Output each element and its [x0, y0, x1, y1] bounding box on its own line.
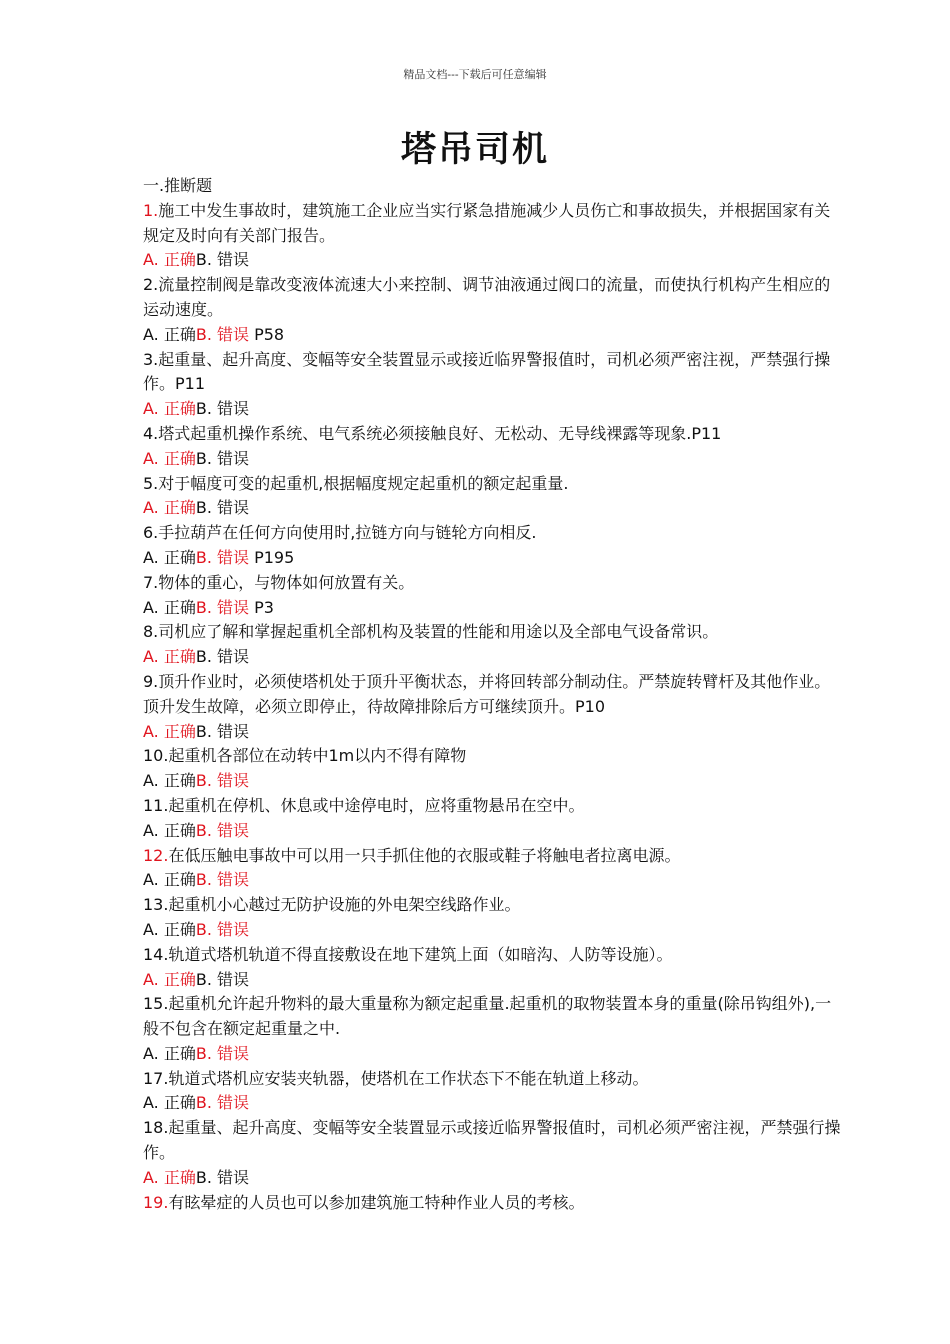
- option-b: B. 错误: [195, 919, 249, 939]
- question-item: [143, 348, 843, 398]
- option-b: B. 错误: [195, 1167, 249, 1187]
- option-a: A. 正确: [143, 498, 196, 518]
- question-item: [143, 670, 843, 720]
- document-title: 塔吊司机: [400, 129, 549, 170]
- option-a: A. 正确: [143, 250, 196, 270]
- answer-options: [143, 968, 843, 993]
- answer-options: [143, 720, 843, 745]
- question-text: 有眩晕症的人员也可以参加建筑施工特种作业人员的考核。: [168, 1192, 585, 1212]
- option-a: A. 正确: [143, 1093, 196, 1113]
- answer-options: [143, 645, 843, 670]
- answer-options: [143, 769, 843, 794]
- option-b: B. 错误: [195, 597, 249, 617]
- option-b: B. 错误: [195, 1093, 249, 1113]
- question-number: 17.: [143, 1068, 169, 1088]
- question-item: [143, 422, 843, 447]
- question-list: [143, 174, 843, 1215]
- page-reference: P195: [249, 547, 295, 567]
- question-text: 在低压触电事故中可以用一只手抓住他的衣服或鞋子将触电者拉离电源。: [168, 845, 681, 865]
- question-item: [143, 472, 843, 497]
- question-text: 轨道式塔机应安装夹轨器，使塔机在工作状态下不能在轨道上移动。: [168, 1068, 649, 1088]
- question-number: 10.: [143, 746, 169, 766]
- option-b: B. 错误: [195, 870, 249, 890]
- question-number: 9.: [143, 671, 159, 691]
- answer-options: [143, 819, 843, 844]
- option-b: B. 错误: [195, 448, 249, 468]
- answer-options: [143, 1166, 843, 1191]
- header-note: 精品文档---下载后可任意编辑: [403, 68, 547, 81]
- answer-options: [143, 868, 843, 893]
- question-item: [143, 794, 843, 819]
- question-text: 手拉葫芦在任何方向使用时,拉链方向与链轮方向相反.: [158, 523, 537, 543]
- question-text: 起重机在停机、休息或中途停电时，应将重物悬吊在空中。: [168, 795, 585, 815]
- option-b: B. 错误: [195, 547, 249, 567]
- question-number: 3.: [143, 349, 159, 369]
- question-number: 18.: [143, 1118, 169, 1138]
- question-item: [143, 273, 843, 323]
- question-number: 8.: [143, 622, 159, 642]
- option-a: A. 正确: [143, 820, 196, 840]
- items-container: [143, 199, 843, 1216]
- answer-options: [143, 596, 843, 621]
- question-item: [143, 744, 843, 769]
- page-reference: P3: [249, 597, 274, 617]
- section-title: 一.推断题: [143, 176, 213, 195]
- question-number: 1.: [143, 200, 159, 220]
- option-a: A. 正确: [143, 1167, 196, 1187]
- question-item: [143, 1067, 843, 1092]
- question-text: 流量控制阀是靠改变液体流速大小来控制、调节油液通过阀口的流量，而使执行机构产生相应的运动速度。: [143, 275, 831, 319]
- question-number: 11.: [143, 795, 169, 815]
- question-text: 塔式起重机操作系统、电气系统必须接触良好、无松动、无导线裸露等现象.P11: [158, 423, 722, 443]
- question-number: 15.: [143, 994, 169, 1014]
- option-a: A. 正确: [143, 399, 196, 419]
- question-number: 13.: [143, 895, 169, 915]
- question-item: [143, 620, 843, 645]
- question-number: 4.: [143, 423, 159, 443]
- option-b: B. 错误: [195, 324, 249, 344]
- option-b: B. 错误: [195, 399, 249, 419]
- answer-options: [143, 1042, 843, 1067]
- answer-options: [143, 397, 843, 422]
- question-text: 轨道式塔机轨道不得直接敷设在地下建筑上面（如暗沟、人防等设施）。: [168, 944, 673, 964]
- option-b: B. 错误: [195, 250, 249, 270]
- question-text: 起重量、起升高度、变幅等安全装置显示或接近临界警报值时，司机必须严密注视，严禁强行操作。P11: [143, 349, 831, 394]
- question-item: [143, 1116, 843, 1166]
- answer-options: [143, 546, 843, 571]
- question-item: [143, 1191, 843, 1216]
- answer-options: [143, 496, 843, 521]
- question-item: [143, 992, 843, 1042]
- question-item: [143, 199, 843, 249]
- option-a: A. 正确: [143, 448, 196, 468]
- page-reference: P58: [249, 324, 285, 344]
- question-text: 起重机允许起升物料的最大重量称为额定起重量.起重机的取物装置本身的重量(除吊钩组外),一般不包含在额定起重量之中.: [143, 994, 832, 1039]
- question-number: 2.: [143, 275, 159, 295]
- option-a: A. 正确: [143, 547, 196, 567]
- question-text: 起重机各部位在动转中1m以内不得有障物: [168, 746, 467, 766]
- question-item: [143, 521, 843, 546]
- option-a: A. 正确: [143, 721, 196, 741]
- answer-options: [143, 918, 843, 943]
- question-number: 5.: [143, 473, 159, 493]
- option-b: B. 错误: [195, 820, 249, 840]
- question-number: 19.: [143, 1192, 169, 1212]
- question-number: 14.: [143, 944, 169, 964]
- question-number: 12.: [143, 845, 169, 865]
- question-text: 物体的重心，与物体如何放置有关。: [158, 572, 415, 592]
- option-a: A. 正确: [143, 1043, 196, 1063]
- option-b: B. 错误: [195, 1043, 249, 1063]
- question-text: 司机应了解和掌握起重机全部机构及装置的性能和用途以及全部电气设备常识。: [158, 622, 719, 642]
- option-a: A. 正确: [143, 597, 196, 617]
- question-text: 起重量、起升高度、变幅等安全装置显示或接近临界警报值时，司机必须严密注视，严禁强行操作。: [143, 1118, 841, 1163]
- answer-options: [143, 1091, 843, 1116]
- option-b: B. 错误: [195, 647, 249, 667]
- option-a: A. 正确: [143, 324, 196, 344]
- answer-options: [143, 447, 843, 472]
- question-item: [143, 893, 843, 918]
- question-text: 施工中发生事故时，建筑施工企业应当实行紧急措施减少人员伤亡和事故损失，并根据国家有关规定及时向有关部门报告。: [143, 200, 831, 245]
- answer-options: [143, 248, 843, 273]
- answer-options: [143, 323, 843, 348]
- option-a: A. 正确: [143, 647, 196, 667]
- question-text: 起重机小心越过无防护设施的外电架空线路作业。: [168, 895, 521, 915]
- option-a: A. 正确: [143, 771, 196, 791]
- question-item: [143, 943, 843, 968]
- option-a: A. 正确: [143, 969, 196, 989]
- option-b: B. 错误: [195, 498, 249, 518]
- question-item: [143, 844, 843, 869]
- question-item: [143, 571, 843, 596]
- option-a: A. 正确: [143, 870, 196, 890]
- option-a: A. 正确: [143, 919, 196, 939]
- option-b: B. 错误: [195, 721, 249, 741]
- question-text: 对于幅度可变的起重机,根据幅度规定起重机的额定起重量.: [158, 473, 569, 493]
- question-number: 7.: [143, 572, 159, 592]
- option-b: B. 错误: [195, 969, 249, 989]
- question-text: 顶升作业时，必须使塔机处于顶升平衡状态，并将回转部分制动住。严禁旋转臂杆及其他作业。顶升发生故障，必须立即停止，待故障排除后方可继续顶升。P10: [143, 671, 831, 716]
- option-b: B. 错误: [195, 771, 249, 791]
- question-number: 6.: [143, 523, 159, 543]
